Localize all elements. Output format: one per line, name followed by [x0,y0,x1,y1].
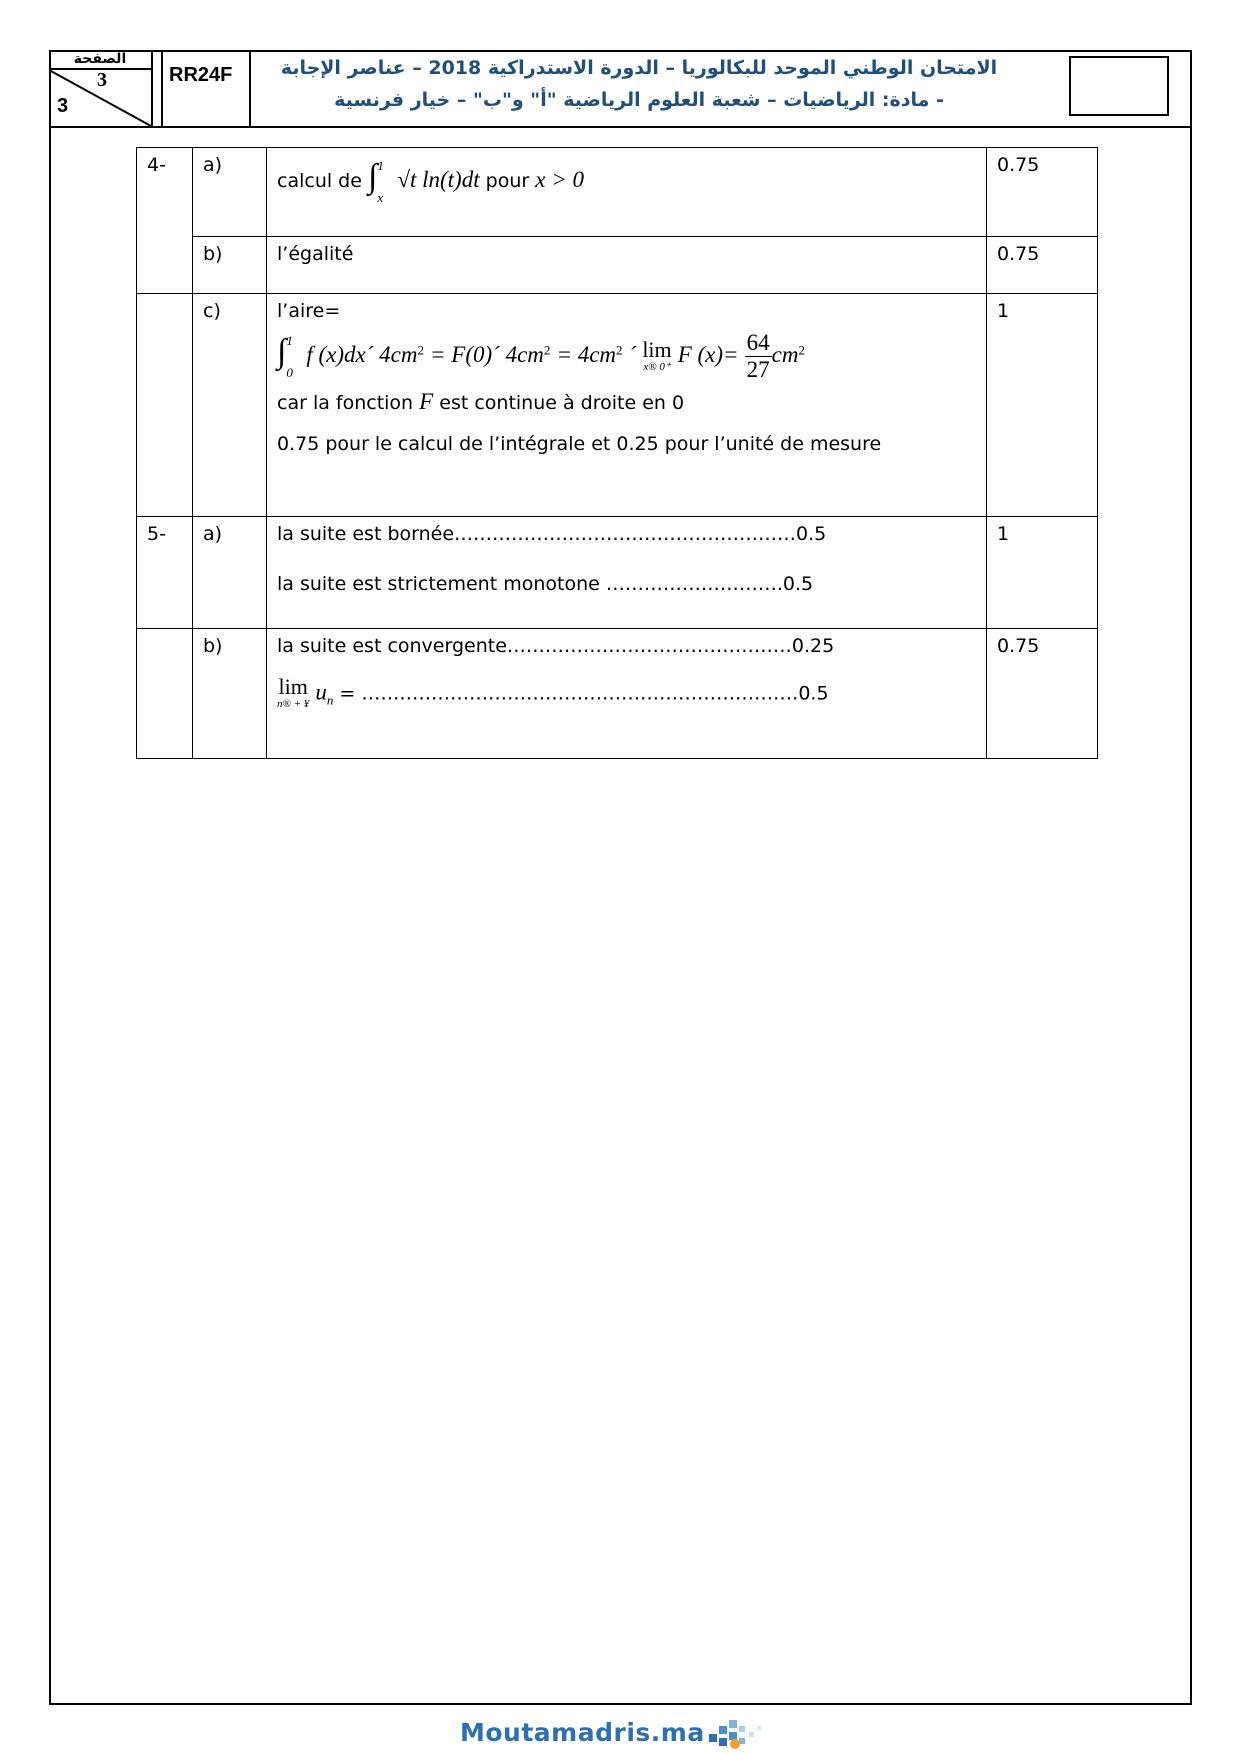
times-sign: ´ [628,342,637,367]
unit: cm [771,342,799,367]
logo-text: Moutamadris.ma [460,1718,705,1747]
answer-cell [267,294,987,517]
answer-cell: l’égalité [267,237,987,294]
note-scoring: 0.75 pour le calcul de l’intégrale et 0.25 pour l’unité de mesure [277,433,882,455]
question-number [137,294,193,517]
exponent: 2 [798,342,805,358]
answer-line: la suite est bornée………………………………………………0.5 [277,523,827,545]
question-number [137,629,193,759]
table-row [137,629,1098,759]
question-part: b) [193,629,267,759]
question-part: b) [193,237,267,294]
note-continuity [277,389,976,415]
frac-den: 27 [746,357,770,382]
question-part: a) [193,148,267,237]
text-pour: pour [485,170,530,192]
empty-code-box [1069,56,1169,116]
integral-symbol: ∫ [367,158,378,195]
formula-func: F (x)= [677,342,739,367]
score-cell: 1 [987,517,1098,629]
exam-code: RR24F [163,50,251,126]
note-var: F [419,389,434,414]
sequence-symbol: u [315,679,327,705]
title-line-2: - مادة: الرياضيات – شعبة العلوم الرياضية "أ" و"ب" – خيار فرنسية [334,89,944,111]
answer-cell [267,629,987,759]
frac-num: 64 [746,330,770,355]
page-number-box [49,50,153,126]
header [49,50,1192,128]
title-line-1: الامتحان الوطني الموحد للبكالوريا – الدورة الاستدراكية 2018 – عناصر الإجابة [280,57,998,79]
fraction [745,330,772,383]
limit [277,674,310,711]
exponent: 2 [417,342,424,358]
integral-bounds [286,332,300,380]
int-upper: 1 [377,157,384,173]
answer-cell [267,148,987,237]
table-row [137,237,1098,294]
formula-term-1: f (x)dx´ 4cm [306,342,418,367]
question-number: 5- [137,517,193,629]
limit [642,336,672,374]
integrand: √t ln(t)dt [397,167,480,192]
lim-word: lim [642,336,672,362]
sequence-index: n [326,692,334,708]
page-label: الصفحة [49,50,151,70]
answer-line: la suite est convergente………………………………………0.25 [277,635,835,657]
question-part: c) [193,294,267,517]
table-row [137,517,1098,629]
limit-line [277,674,976,711]
int-upper: 1 [286,332,293,348]
exponent: 2 [616,342,623,358]
integral-bounds [377,157,391,205]
text-prefix: calcul de [277,170,362,192]
score-cell: 0.75 [987,629,1098,759]
logo-pixel-icon [705,1716,775,1752]
lim-sub: n® + ¥ [277,698,310,710]
lim-word: lim [278,674,308,699]
answer-cell [267,517,987,629]
integral-symbol: ∫ [277,333,287,370]
answer-line: la suite est strictement monotone ……………………….0.5 [277,573,814,595]
note-pre: car la fonction [277,392,414,414]
page-total: 3 [57,95,69,117]
score-cell: 0.75 [987,148,1098,237]
score-cell: 1 [987,294,1098,517]
condition: x > 0 [535,167,584,192]
area-formula [277,330,976,383]
table-row [137,294,1098,517]
limit-value-line: = ……………………………………………………………0.5 [339,682,829,705]
note-post: est continue à droite en 0 [439,392,685,414]
int-lower: x [377,189,384,205]
int-lower: 0 [286,364,293,380]
page-current: 3 [97,69,107,91]
answer-table [136,147,1098,759]
table-row [137,148,1098,237]
footer-logo [460,1716,790,1754]
score-cell: 0.75 [987,237,1098,294]
question-number: 4- [137,148,193,294]
formula-term-3: = 4cm [556,342,617,367]
header-titles [259,52,1019,124]
formula-term-2: = F(0)´ 4cm [430,342,544,367]
question-part: a) [193,517,267,629]
exponent: 2 [543,342,551,358]
header-spacer [153,50,163,126]
answer-label: l’aire= [277,300,341,322]
lim-sub: x® 0⁺ [643,360,671,373]
